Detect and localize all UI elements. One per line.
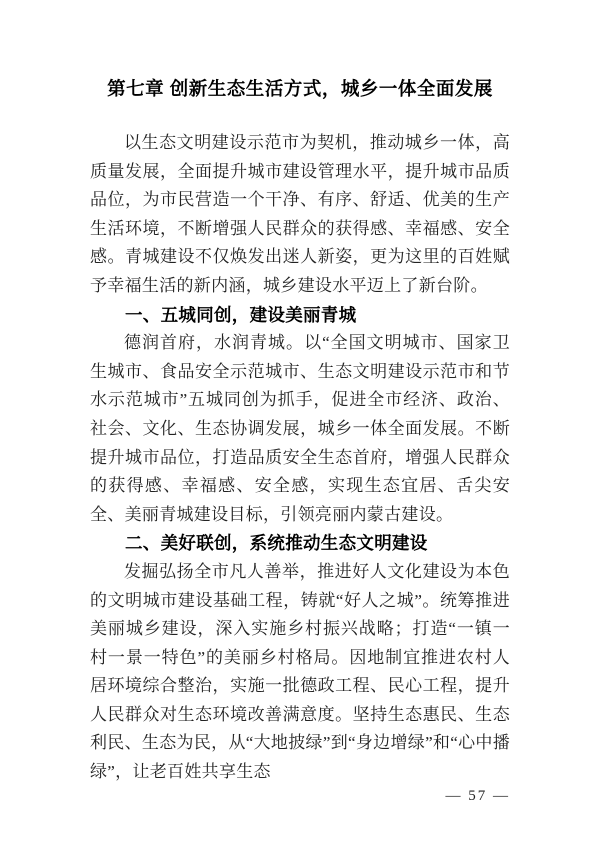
- intro-paragraph: 以生态文明建设示范市为契机，推动城乡一体，高质量发展，全面提升城市建设管理水平，提升城市品质品位，为市民营造一个干净、有序、舒适、优美的生产生活环境，不断增强人民群众的获得感、幸福感、安全感。青城建设不仅焕发出迷人新姿，更为这里的百姓赋予幸福生活的新内涵，城乡建设水平迈上了新台阶。: [90, 133, 510, 295]
- section-2-heading: 二、美好联创，系统推动生态文明建设: [125, 533, 428, 554]
- section-2-paragraph: 发掘弘扬全市凡人善举，推进好人文化建设为本色的文明城市建设基础工程，铸就“好人之城”。统筹推进美丽城乡建设，深入实施乡村振兴战略；打造“一镇一村一景一特色”的美丽乡村格局。因地制宜推进农村人居环境综合整治，实施一批德政工程、民心工程，提升人民群众对生态环境改善满意度。坚持生态惠民、生态利民、生态为民，从“大地披绿”到“身边增绿”和“心中播绿”，让老百姓共享生态: [90, 561, 510, 782]
- page-number: — 57 —: [445, 788, 510, 804]
- section-1-heading: 一、五城同创，建设美丽青城: [125, 304, 357, 325]
- section-1-paragraph: 德润首府，水润青城。以“全国文明城市、国家卫生城市、食品安全示范城市、生态文明建设示范市和节水示范城市”五城同创为抓手，促进全市经济、政治、社会、文化、生态协调发展，城乡一体全面发展。不断提升城市品位，打造品质安全生态首府，增强人民群众的获得感、幸福感、安全感，实现生态宜居、舌尖安全、美丽青城建设目标，引领亮丽内蒙古建设。: [90, 333, 510, 524]
- document-content: [90, 76, 510, 787]
- chapter-title: 第七章 创新生态生活方式，城乡一体全面发展: [107, 78, 493, 99]
